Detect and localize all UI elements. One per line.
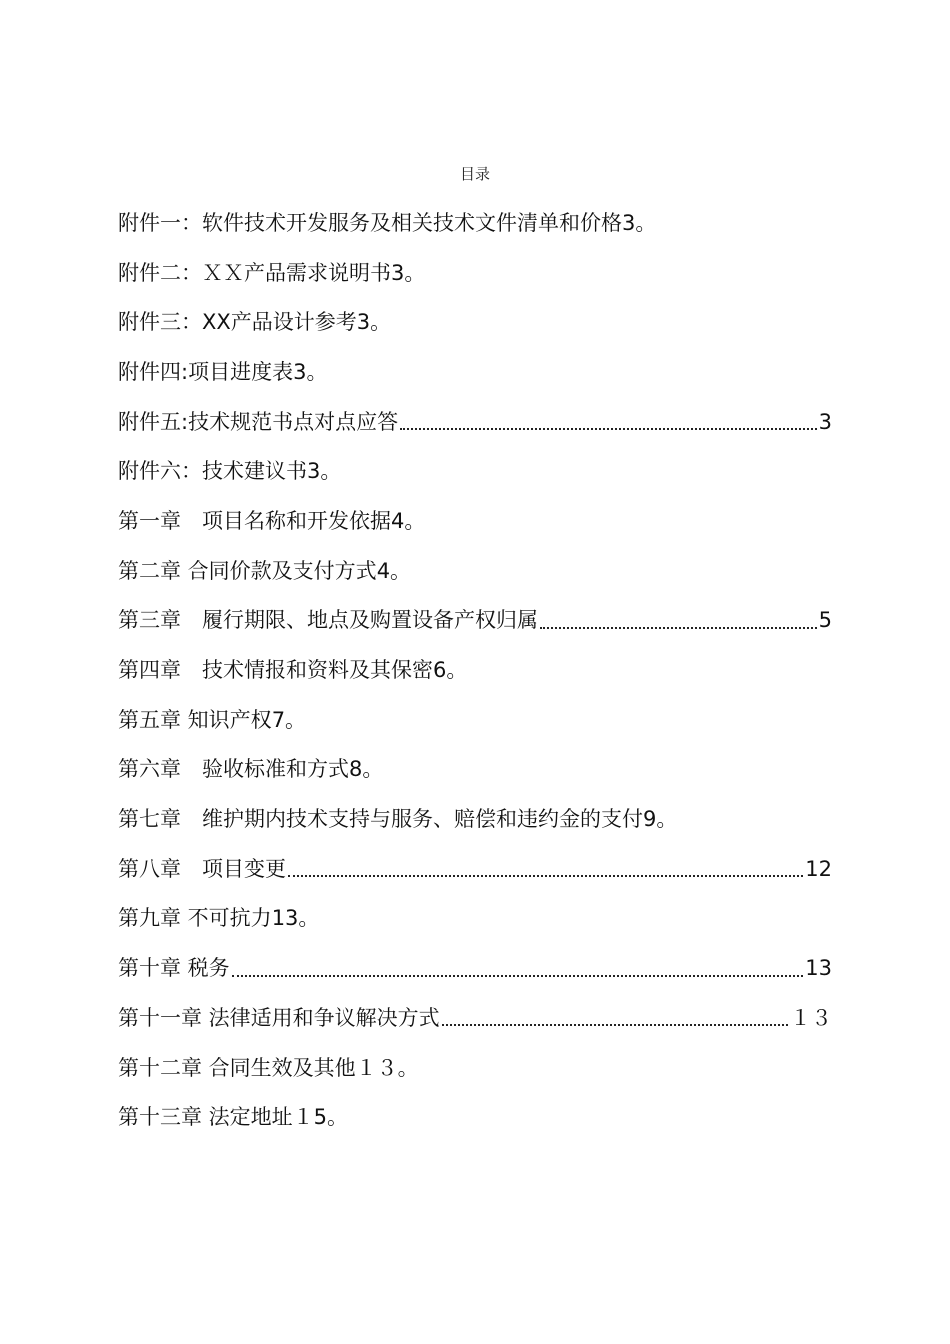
toc-entry-page-number: 8。: [349, 757, 384, 782]
toc-entry-label: 附件三：XX产品设计参考: [118, 310, 357, 335]
toc-dot-leader: [400, 428, 817, 430]
toc-entry-label: 第十三章 法定地址: [118, 1105, 293, 1130]
toc-entry[interactable]: [118, 496, 832, 546]
toc-entry-label: 第十一章 法律适用和争议解决方式: [118, 1005, 440, 1030]
toc-entry-page-number: 9。: [643, 807, 678, 832]
toc-entry-page-number: 3。: [622, 210, 657, 235]
toc-entry-page-number: 6。: [433, 658, 468, 683]
toc-entry-page-number: 3。: [307, 459, 342, 484]
toc-entry-label: 第八章 项目变更: [118, 856, 286, 881]
toc-entry-page-number: 3。: [391, 260, 426, 285]
page-title: 目录: [459, 165, 490, 183]
toc-entry[interactable]: [118, 943, 832, 993]
toc-entry-label: 第四章 技术情报和资料及其保密: [118, 658, 433, 683]
toc-entry[interactable]: [118, 745, 832, 795]
toc-entry[interactable]: [118, 894, 832, 944]
toc-entry-page-number: １5。: [292, 1105, 349, 1130]
toc-entry[interactable]: [118, 446, 832, 496]
toc-entry-label: 第十章 税务: [118, 956, 230, 981]
toc-dot-leader: [540, 627, 817, 629]
toc-entry-label: 第七章 维护期内技术支持与服务、赔偿和违约金的支付: [118, 807, 643, 832]
toc-entry[interactable]: [118, 794, 832, 844]
toc-entry-page-number: 4。: [376, 558, 412, 583]
toc-entry-label: 第六章 验收标准和方式: [118, 757, 349, 782]
toc-entry-page-number: １３: [790, 1005, 832, 1030]
toc-entry-page-number: 12: [805, 856, 832, 881]
toc-entry[interactable]: [118, 844, 832, 894]
toc-entry[interactable]: [118, 297, 832, 347]
toc-entry[interactable]: [118, 397, 832, 447]
toc-entry[interactable]: [118, 546, 832, 596]
toc-entry-label: 附件六：技术建议书: [118, 459, 307, 484]
toc-entry[interactable]: [118, 695, 832, 745]
toc-entry-page-number: 3: [818, 409, 832, 434]
toc-entry[interactable]: [118, 596, 832, 646]
toc-entry-page-number: 7。: [271, 707, 307, 732]
toc-dot-leader: [288, 875, 803, 877]
toc-entry-label: 附件一：软件技术开发服务及相关技术文件清单和价格: [118, 210, 622, 235]
toc-entry[interactable]: [118, 1043, 832, 1093]
toc-entry-page-number: １３。: [355, 1055, 419, 1080]
toc-entry-label: 第一章 项目名称和开发依据: [118, 508, 391, 533]
toc-entry[interactable]: [118, 198, 832, 248]
toc-entry-label: 第五章 知识产权: [118, 707, 272, 732]
toc-entry-label: 附件二：ＸＸ产品需求说明书: [118, 260, 391, 285]
toc-entry[interactable]: [118, 645, 832, 695]
toc-entry-page-number: 3。: [293, 359, 328, 384]
toc-entry[interactable]: [118, 993, 832, 1043]
toc-entry-label: 第三章 履行期限、地点及购置设备产权归属: [118, 608, 538, 633]
toc-entry[interactable]: [118, 347, 832, 397]
toc-entry[interactable]: [118, 248, 832, 298]
toc-entry-page-number: 13: [805, 956, 832, 981]
toc-entry[interactable]: [118, 1092, 832, 1142]
toc-entry-page-number: 3。: [356, 310, 392, 335]
toc-entry-page-number: 4。: [391, 508, 426, 533]
toc-entry-label: 第十二章 合同生效及其他: [118, 1055, 356, 1080]
table-of-contents: [118, 198, 832, 1142]
toc-dot-leader: [442, 1024, 788, 1026]
toc-entry-page-number: 5: [818, 608, 832, 633]
toc-entry-label: 第二章 合同价款及支付方式: [118, 558, 377, 583]
toc-entry-page-number: 13。: [271, 906, 320, 931]
toc-entry-label: 第九章 不可抗力: [118, 906, 272, 931]
toc-dot-leader: [232, 975, 804, 977]
toc-entry-label: 附件五:技术规范书点对点应答: [118, 409, 399, 434]
toc-entry-label: 附件四:项目进度表: [118, 359, 294, 384]
